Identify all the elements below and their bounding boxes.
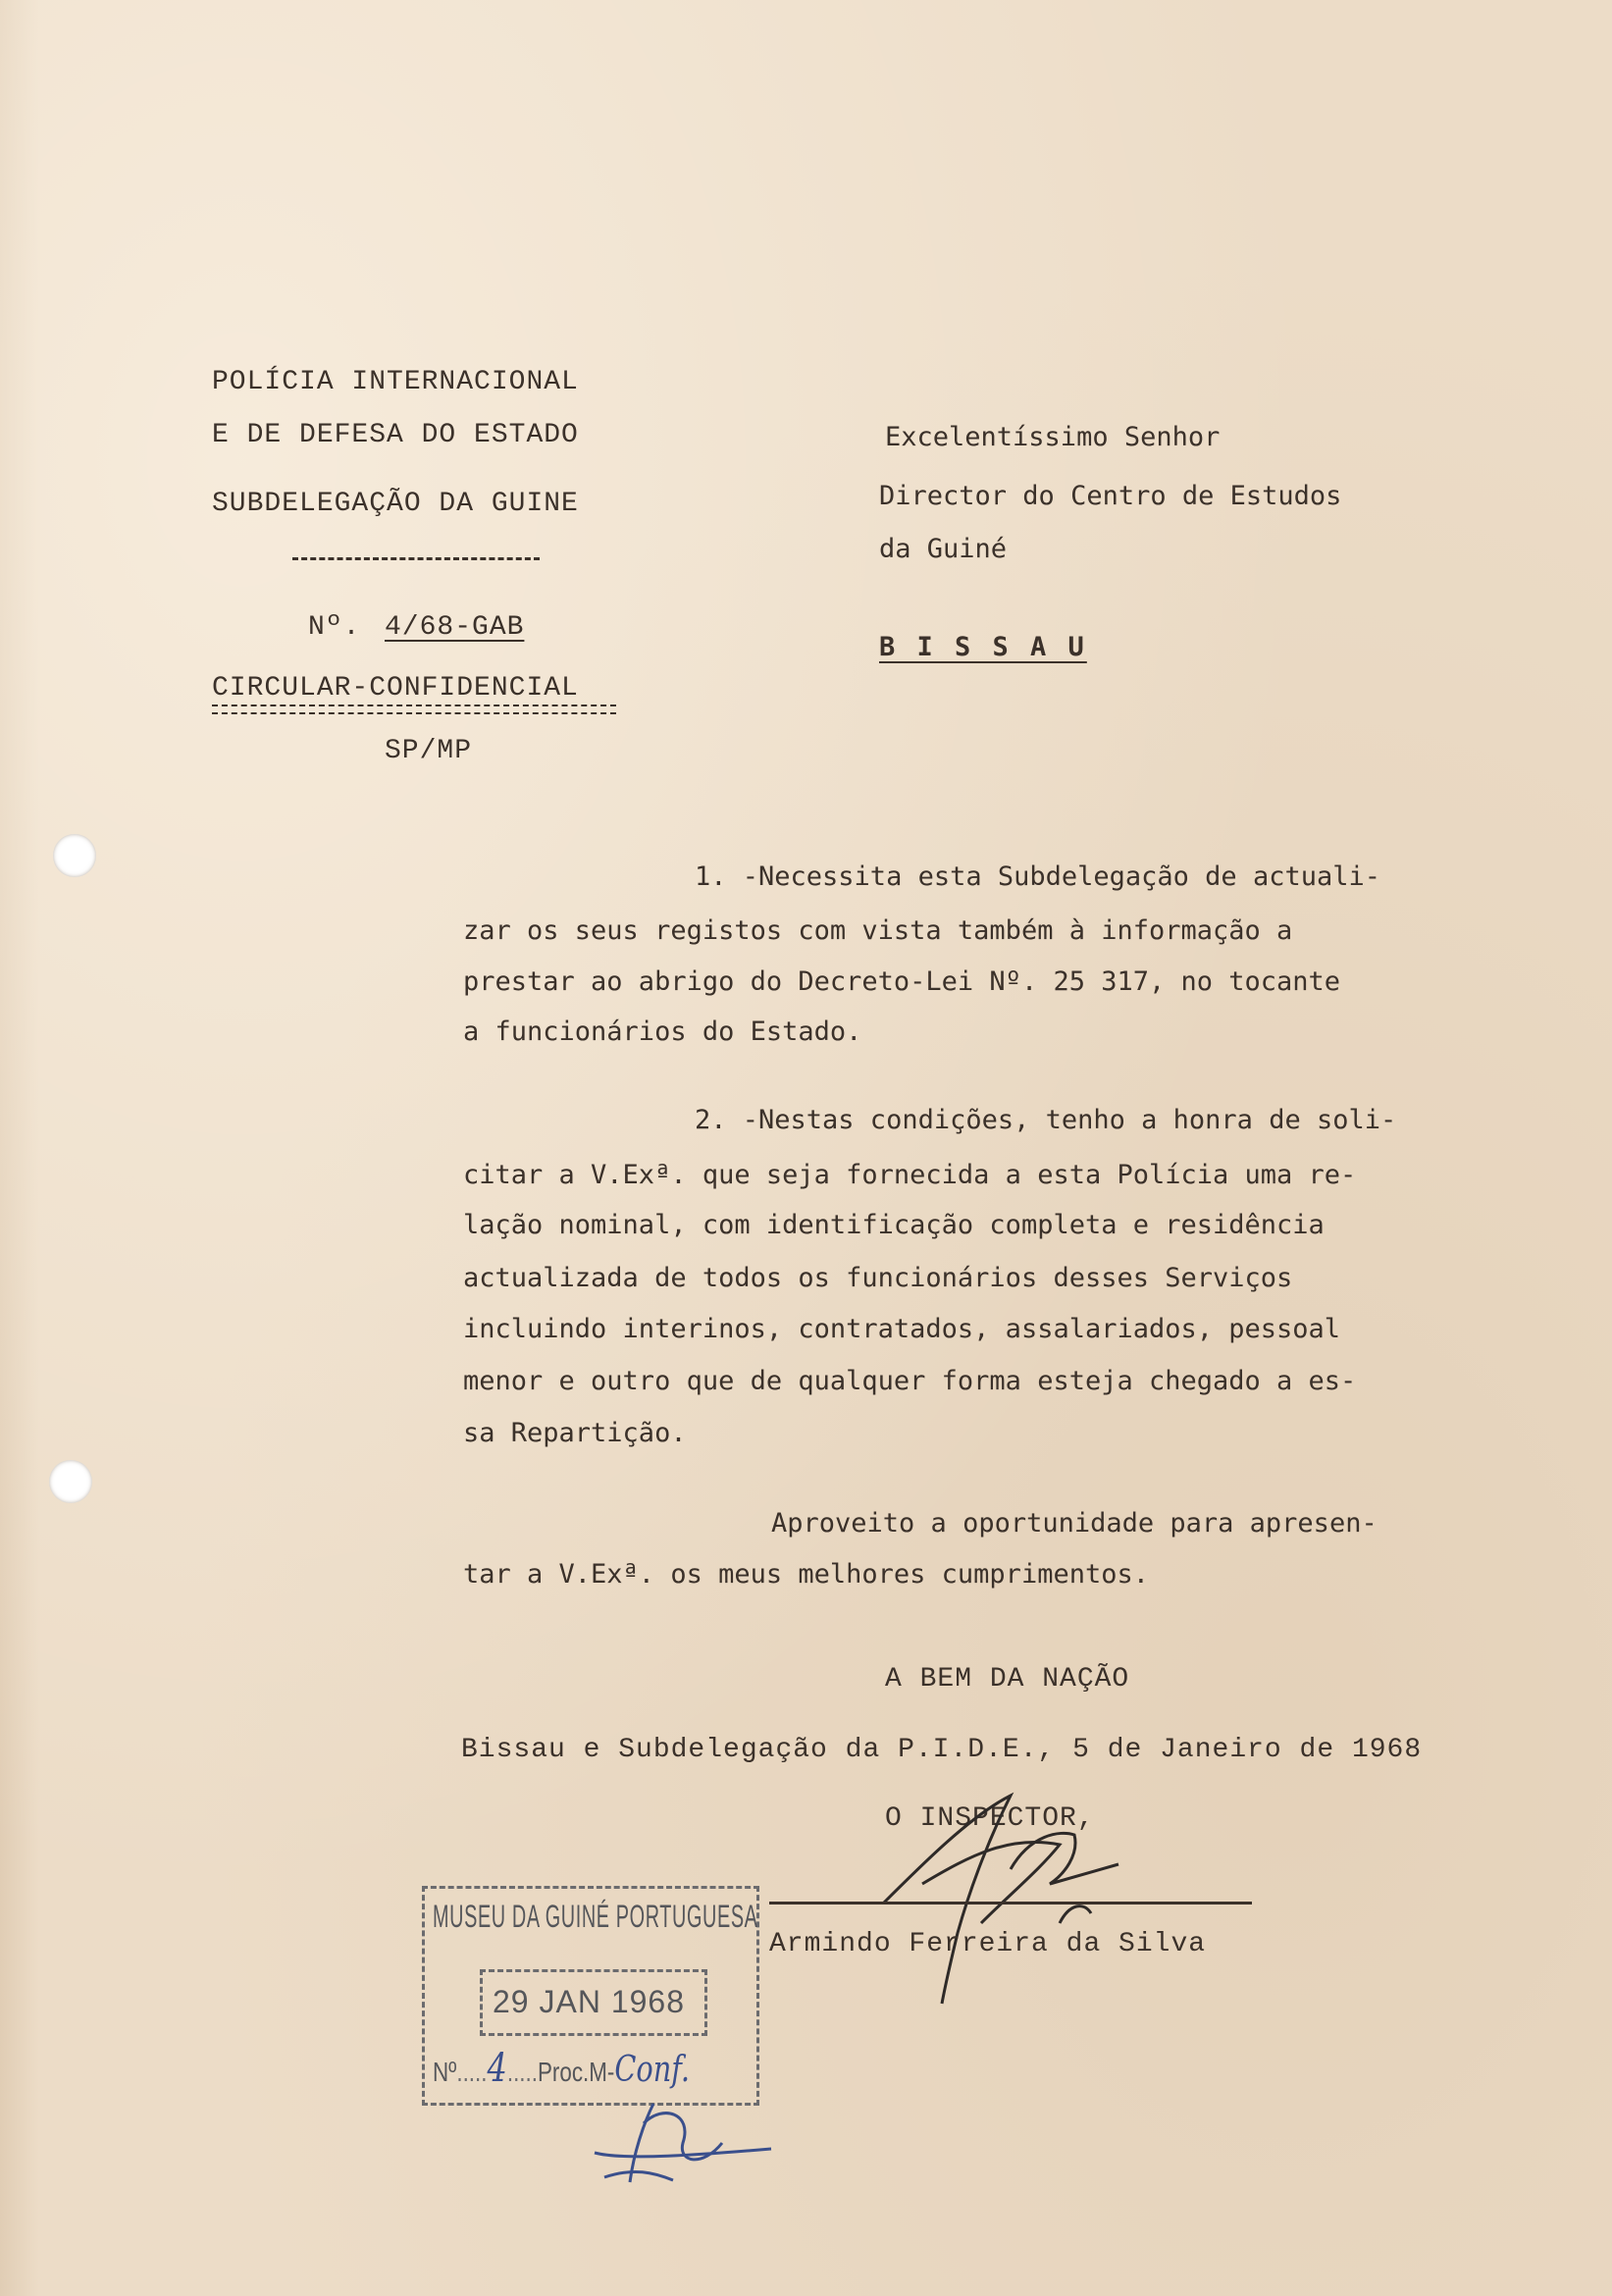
paragraph-2-line-2: citar a V.Exª. que seja fornecida a esta Polícia uma re- [463,1160,1357,1190]
paragraph-2-line-5: incluindo interinos, contratados, assalariados, pessoal [463,1314,1341,1344]
paragraph-3-line-2: tar a V.Exª. os meus melhores cumprimentos. [463,1559,1149,1590]
initials: SP/MP [385,736,473,766]
stamp-reference: Nº.....4.....Proc.M-Conf. [433,2046,691,2091]
recipient-line-2: Director do Centro de Estudos [879,481,1342,511]
pen-initial-icon [585,2084,781,2192]
stamp-number-label: Nº [433,2057,457,2087]
paragraph-2-line-7: sa Repartição. [463,1418,687,1448]
stamp-institution: MUSEU DA GUINÉ PORTUGUESA [433,1899,758,1934]
handwritten-signature-icon [863,1776,1158,2011]
paragraph-2-line-4: actualizada de todos os funcionários desses Serviços [463,1263,1293,1293]
paragraph-1-line-4: a funcionários do Estado. [463,1017,862,1047]
classification-double-underline [212,704,616,714]
paragraph-1-line-1: 1. -Necessita esta Subdelegação de actuali- [695,861,1380,892]
place-and-date: Bissau e Subdelegação da P.I.D.E., 5 de Janeiro de 1968 [461,1735,1423,1765]
recipient-line-1: Excelentíssimo Senhor [885,422,1221,452]
paragraph-1-line-2: zar os seus registos com vista também à informação a [463,915,1293,946]
stamp-date: 29 JAN 1968 [493,1984,686,2019]
document-number: 4/68-GAB [385,612,525,643]
stamp-proc-value: Conf. [614,2050,691,2090]
stamp-proc-label: Proc.M- [537,2057,615,2087]
museum-received-stamp [422,1886,759,2106]
classification-label: CIRCULAR-CONFIDENCIAL [212,673,579,704]
paragraph-2-line-1: 2. -Nestas condições, tenho a honra de soli- [695,1105,1397,1135]
recipient-city: B I S S A U [879,632,1087,662]
paragraph-2-line-3: lação nominal, com identificação completa e residência [463,1210,1325,1240]
signatory-name: Armindo Ferreira da Silva [769,1929,1207,1959]
punch-hole-top [53,834,96,877]
closing-salutation: A BEM DA NAÇÃO [885,1664,1130,1695]
paragraph-1-line-3: prestar ao abrigo do Decreto-Lei Nº. 25 317, no tocante [463,966,1341,997]
stamp-number-value: 4 [487,2046,507,2091]
recipient-line-3: da Guiné [879,534,1008,564]
stamp-date-box [480,1969,707,2036]
punch-hole-bottom [49,1460,92,1503]
sender-line-2: E DE DEFESA DO ESTADO [212,420,579,450]
signature-line [769,1902,1252,1905]
sender-line-1: POLÍCIA INTERNACIONAL [212,367,579,397]
signatory-title: O INSPECTOR, [885,1803,1095,1834]
paragraph-2-line-6: menor e outro que de qualquer forma esteja chegado a es- [463,1366,1357,1396]
sender-divider [292,557,540,560]
paragraph-3-line-1: Aproveito a oportunidade para apresen- [771,1508,1378,1539]
document-number-label: Nº. [308,612,361,643]
sender-line-3: SUBDELEGAÇÃO DA GUINE [212,489,579,519]
